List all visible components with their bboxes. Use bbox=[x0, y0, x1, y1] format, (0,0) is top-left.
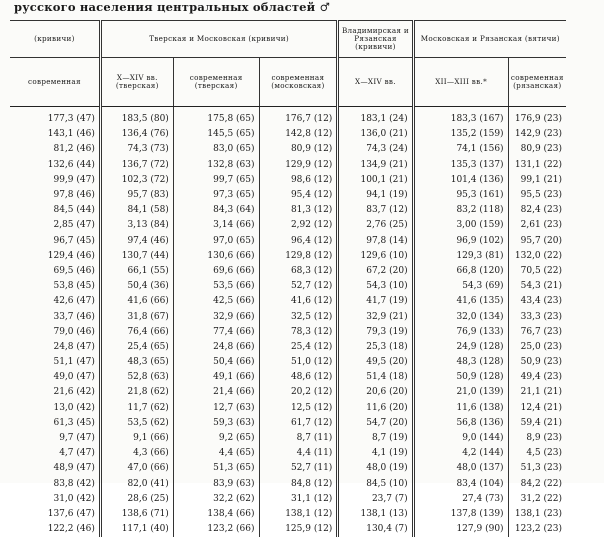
table-cell: 138,1 (13) bbox=[338, 507, 413, 522]
table-cell: 83,0 (65) bbox=[173, 142, 259, 157]
table-row bbox=[10, 188, 566, 203]
group-header-4: Московская и Рязанская (вятичи) bbox=[413, 21, 566, 58]
table-cell: 84,5 (44) bbox=[10, 203, 100, 218]
table-cell: 69,6 (66) bbox=[173, 264, 259, 279]
table-cell: 48,0 (137) bbox=[413, 461, 508, 476]
table-row bbox=[10, 401, 566, 416]
column-header: XII—XIII вв.* bbox=[413, 58, 508, 107]
table-cell: 132,0 (22) bbox=[508, 249, 566, 264]
table-cell: 61,7 (12) bbox=[259, 416, 338, 431]
table-cell: 138,1 (23) bbox=[508, 507, 566, 522]
measurement-table bbox=[10, 20, 566, 537]
table-row bbox=[10, 370, 566, 385]
table-cell: 2,61 (23) bbox=[508, 218, 566, 233]
table-cell: 83,7 (12) bbox=[338, 203, 413, 218]
table-row bbox=[10, 477, 566, 492]
table-cell: 84,2 (22) bbox=[508, 477, 566, 492]
table-cell: 136,7 (72) bbox=[100, 158, 173, 173]
table-cell: 49,4 (23) bbox=[508, 370, 566, 385]
table-cell: 52,7 (11) bbox=[259, 461, 338, 476]
table-cell: 41,6 (12) bbox=[259, 294, 338, 309]
table-cell: 25,4 (65) bbox=[100, 340, 173, 355]
table-cell: 53,8 (45) bbox=[10, 279, 100, 294]
table-cell: 142,9 (23) bbox=[508, 127, 566, 142]
table-cell: 25,0 (23) bbox=[508, 340, 566, 355]
table-cell: 95,7 (83) bbox=[100, 188, 173, 203]
table-cell: 25,3 (18) bbox=[338, 340, 413, 355]
table-cell: 32,9 (21) bbox=[338, 309, 413, 324]
table-cell: 97,4 (46) bbox=[100, 234, 173, 249]
table-cell: 70,5 (22) bbox=[508, 264, 566, 279]
column-header: современная (тверская) bbox=[173, 58, 259, 107]
table-cell: 136,0 (21) bbox=[338, 127, 413, 142]
table-cell: 76,4 (66) bbox=[100, 325, 173, 340]
table-cell: 28,6 (25) bbox=[100, 492, 173, 507]
table-cell: 20,2 (12) bbox=[259, 385, 338, 400]
table-cell: 82,0 (41) bbox=[100, 477, 173, 492]
table-cell: 9,0 (144) bbox=[413, 431, 508, 446]
table-cell: 177,3 (47) bbox=[10, 107, 100, 128]
table-cell: 100,1 (21) bbox=[338, 173, 413, 188]
table-cell: 127,9 (90) bbox=[413, 522, 508, 537]
table-row bbox=[10, 522, 566, 537]
table-cell: 79,3 (19) bbox=[338, 325, 413, 340]
table-header bbox=[10, 21, 566, 107]
table-cell: 54,3 (21) bbox=[508, 279, 566, 294]
table-row bbox=[10, 340, 566, 355]
table-cell: 138,6 (71) bbox=[100, 507, 173, 522]
table-cell: 48,6 (12) bbox=[259, 370, 338, 385]
table-cell: 4,1 (19) bbox=[338, 446, 413, 461]
table-cell: 23,7 (7) bbox=[338, 492, 413, 507]
table-cell: 32,9 (66) bbox=[173, 309, 259, 324]
table-row bbox=[10, 173, 566, 188]
table-cell: 11,6 (20) bbox=[338, 401, 413, 416]
table-row bbox=[10, 234, 566, 249]
table-cell: 78,3 (12) bbox=[259, 325, 338, 340]
table-cell: 95,3 (161) bbox=[413, 188, 508, 203]
table-cell: 3,13 (84) bbox=[100, 218, 173, 233]
table-cell: 47,0 (66) bbox=[100, 461, 173, 476]
table-cell: 97,8 (14) bbox=[338, 234, 413, 249]
table-row bbox=[10, 446, 566, 461]
table-cell: 138,4 (66) bbox=[173, 507, 259, 522]
table-cell: 52,8 (63) bbox=[100, 370, 173, 385]
table-cell: 99,1 (21) bbox=[508, 173, 566, 188]
table-cell: 80,9 (12) bbox=[259, 142, 338, 157]
table-cell: 66,1 (55) bbox=[100, 264, 173, 279]
table-cell: 33,7 (46) bbox=[10, 309, 100, 324]
table-cell: 84,5 (10) bbox=[338, 477, 413, 492]
table-cell: 74,1 (156) bbox=[413, 142, 508, 157]
column-header: современная bbox=[10, 58, 100, 107]
table-cell: 48,9 (47) bbox=[10, 461, 100, 476]
table-cell: 51,4 (18) bbox=[338, 370, 413, 385]
table-cell: 4,4 (65) bbox=[173, 446, 259, 461]
table-cell: 183,5 (80) bbox=[100, 107, 173, 128]
table-cell: 66,8 (120) bbox=[413, 264, 508, 279]
table-body bbox=[10, 107, 566, 537]
table-cell: 80,9 (23) bbox=[508, 142, 566, 157]
table-cell: 51,0 (12) bbox=[259, 355, 338, 370]
table-row bbox=[10, 127, 566, 142]
column-header: X—XIV вв. bbox=[338, 58, 413, 107]
table-cell: 96,4 (12) bbox=[259, 234, 338, 249]
table-cell: 21,1 (21) bbox=[508, 385, 566, 400]
table-cell: 68,3 (12) bbox=[259, 264, 338, 279]
table-row bbox=[10, 203, 566, 218]
table-cell: 99,7 (65) bbox=[173, 173, 259, 188]
table-cell: 56,8 (136) bbox=[413, 416, 508, 431]
table-cell: 84,8 (12) bbox=[259, 477, 338, 492]
table-cell: 51,3 (65) bbox=[173, 461, 259, 476]
table-cell: 21,4 (66) bbox=[173, 385, 259, 400]
group-header-3: Владимирская и Рязанская (кривичи) bbox=[338, 21, 413, 58]
table-cell: 50,9 (23) bbox=[508, 355, 566, 370]
table-cell: 175,8 (65) bbox=[173, 107, 259, 128]
table-cell: 42,5 (66) bbox=[173, 294, 259, 309]
table-cell: 95,5 (23) bbox=[508, 188, 566, 203]
table-cell: 31,2 (22) bbox=[508, 492, 566, 507]
column-header: современная (рязанская) bbox=[508, 58, 566, 107]
table-cell: 135,2 (159) bbox=[413, 127, 508, 142]
table-cell: 32,2 (62) bbox=[173, 492, 259, 507]
table-cell: 3,00 (159) bbox=[413, 218, 508, 233]
table-cell: 81,3 (12) bbox=[259, 203, 338, 218]
table-row bbox=[10, 249, 566, 264]
table-cell: 102,3 (72) bbox=[100, 173, 173, 188]
table-cell: 49,5 (20) bbox=[338, 355, 413, 370]
table-cell: 142,8 (12) bbox=[259, 127, 338, 142]
table-cell: 129,4 (46) bbox=[10, 249, 100, 264]
table-cell: 137,6 (47) bbox=[10, 507, 100, 522]
table-cell: 74,3 (24) bbox=[338, 142, 413, 157]
table-cell: 12,5 (12) bbox=[259, 401, 338, 416]
table-cell: 11,7 (62) bbox=[100, 401, 173, 416]
table-cell: 83,8 (42) bbox=[10, 477, 100, 492]
table-cell: 94,1 (19) bbox=[338, 188, 413, 203]
table-cell: 43,4 (23) bbox=[508, 294, 566, 309]
table-cell: 84,3 (64) bbox=[173, 203, 259, 218]
table-cell: 123,2 (66) bbox=[173, 522, 259, 537]
table-cell: 183,3 (167) bbox=[413, 107, 508, 128]
table-row bbox=[10, 279, 566, 294]
table-cell: 129,8 (12) bbox=[259, 249, 338, 264]
table-cell: 41,6 (66) bbox=[100, 294, 173, 309]
table-cell: 24,9 (128) bbox=[413, 340, 508, 355]
table-cell: 176,7 (12) bbox=[259, 107, 338, 128]
table-cell: 31,0 (42) bbox=[10, 492, 100, 507]
table-cell: 32,0 (134) bbox=[413, 309, 508, 324]
table-cell: 31,8 (67) bbox=[100, 309, 173, 324]
table-cell: 131,1 (22) bbox=[508, 158, 566, 173]
table-cell: 82,4 (23) bbox=[508, 203, 566, 218]
table-row bbox=[10, 355, 566, 370]
table-cell: 129,3 (81) bbox=[413, 249, 508, 264]
table-cell: 176,9 (23) bbox=[508, 107, 566, 128]
table-row bbox=[10, 142, 566, 157]
table-cell: 67,2 (20) bbox=[338, 264, 413, 279]
table-cell: 76,9 (133) bbox=[413, 325, 508, 340]
table-cell: 130,4 (7) bbox=[338, 522, 413, 537]
table-cell: 99,9 (47) bbox=[10, 173, 100, 188]
column-header: X—XIV вв. (тверская) bbox=[100, 58, 173, 107]
table-cell: 49,1 (66) bbox=[173, 370, 259, 385]
table-cell: 11,6 (138) bbox=[413, 401, 508, 416]
table-cell: 130,7 (44) bbox=[100, 249, 173, 264]
table-cell: 48,0 (19) bbox=[338, 461, 413, 476]
table-cell: 145,5 (65) bbox=[173, 127, 259, 142]
table-cell: 77,4 (66) bbox=[173, 325, 259, 340]
table-cell: 51,1 (47) bbox=[10, 355, 100, 370]
table-row bbox=[10, 507, 566, 522]
table-cell: 143,1 (46) bbox=[10, 127, 100, 142]
table-cell: 84,1 (58) bbox=[100, 203, 173, 218]
table-cell: 21,0 (139) bbox=[413, 385, 508, 400]
table-cell: 130,6 (66) bbox=[173, 249, 259, 264]
table-cell: 129,9 (12) bbox=[259, 158, 338, 173]
table-row bbox=[10, 325, 566, 340]
table-row bbox=[10, 218, 566, 233]
table-cell: 83,9 (63) bbox=[173, 477, 259, 492]
table-row bbox=[10, 309, 566, 324]
table-cell: 74,3 (73) bbox=[100, 142, 173, 157]
table-cell: 125,9 (12) bbox=[259, 522, 338, 537]
table-cell: 79,0 (46) bbox=[10, 325, 100, 340]
table-cell: 136,4 (76) bbox=[100, 127, 173, 142]
table-cell: 69,5 (46) bbox=[10, 264, 100, 279]
table-cell: 2,85 (47) bbox=[10, 218, 100, 233]
table-cell: 25,4 (12) bbox=[259, 340, 338, 355]
table-cell: 4,2 (144) bbox=[413, 446, 508, 461]
table-cell: 50,4 (66) bbox=[173, 355, 259, 370]
group-header-1: (кривичи) bbox=[10, 21, 100, 58]
table-cell: 132,8 (63) bbox=[173, 158, 259, 173]
table-cell: 41,6 (135) bbox=[413, 294, 508, 309]
table-cell: 2,76 (25) bbox=[338, 218, 413, 233]
table-cell: 52,7 (12) bbox=[259, 279, 338, 294]
table-cell: 134,9 (21) bbox=[338, 158, 413, 173]
table-row bbox=[10, 461, 566, 476]
table-cell: 61,3 (45) bbox=[10, 416, 100, 431]
table-cell: 138,1 (12) bbox=[259, 507, 338, 522]
table-cell: 59,4 (21) bbox=[508, 416, 566, 431]
table-cell: 3,14 (66) bbox=[173, 218, 259, 233]
table-cell: 97,3 (65) bbox=[173, 188, 259, 203]
table-cell: 132,6 (44) bbox=[10, 158, 100, 173]
table-cell: 96,7 (45) bbox=[10, 234, 100, 249]
table-cell: 33,3 (23) bbox=[508, 309, 566, 324]
table-cell: 83,4 (104) bbox=[413, 477, 508, 492]
table-cell: 123,2 (23) bbox=[508, 522, 566, 537]
table-row bbox=[10, 294, 566, 309]
table-cell: 50,4 (36) bbox=[100, 279, 173, 294]
table-cell: 12,7 (63) bbox=[173, 401, 259, 416]
table-cell: 59,3 (63) bbox=[173, 416, 259, 431]
table-cell: 41,7 (19) bbox=[338, 294, 413, 309]
table-cell: 98,6 (12) bbox=[259, 173, 338, 188]
table-row bbox=[10, 492, 566, 507]
table-cell: 2,92 (12) bbox=[259, 218, 338, 233]
table-row bbox=[10, 416, 566, 431]
table-cell: 95,7 (20) bbox=[508, 234, 566, 249]
table-cell: 83,2 (118) bbox=[413, 203, 508, 218]
column-header: современная (московская) bbox=[259, 58, 338, 107]
table-cell: 4,5 (23) bbox=[508, 446, 566, 461]
table-cell: 4,3 (66) bbox=[100, 446, 173, 461]
table-cell: 32,5 (12) bbox=[259, 309, 338, 324]
table-cell: 97,0 (65) bbox=[173, 234, 259, 249]
table-cell: 9,1 (66) bbox=[100, 431, 173, 446]
table-cell: 95,4 (12) bbox=[259, 188, 338, 203]
table-cell: 31,1 (12) bbox=[259, 492, 338, 507]
table-cell: 42,6 (47) bbox=[10, 294, 100, 309]
table-cell: 97,8 (46) bbox=[10, 188, 100, 203]
table-cell: 54,7 (20) bbox=[338, 416, 413, 431]
table-cell: 48,3 (65) bbox=[100, 355, 173, 370]
table-cell: 137,8 (139) bbox=[413, 507, 508, 522]
table-row bbox=[10, 385, 566, 400]
table-cell: 129,6 (10) bbox=[338, 249, 413, 264]
table-cell: 122,2 (46) bbox=[10, 522, 100, 537]
table-cell: 4,4 (11) bbox=[259, 446, 338, 461]
group-header-2: Тверская и Московская (кривичи) bbox=[100, 21, 337, 58]
table-cell: 21,6 (42) bbox=[10, 385, 100, 400]
table-cell: 24,8 (66) bbox=[173, 340, 259, 355]
table-cell: 54,3 (69) bbox=[413, 279, 508, 294]
table-cell: 96,9 (102) bbox=[413, 234, 508, 249]
table-cell: 76,7 (23) bbox=[508, 325, 566, 340]
table-cell: 12,4 (21) bbox=[508, 401, 566, 416]
table-cell: 24,8 (47) bbox=[10, 340, 100, 355]
table-cell: 8,7 (11) bbox=[259, 431, 338, 446]
table-cell: 9,7 (47) bbox=[10, 431, 100, 446]
table-title: русского населения центральных областей ♂ bbox=[14, 0, 330, 14]
table-cell: 13,0 (42) bbox=[10, 401, 100, 416]
table-cell: 135,3 (137) bbox=[413, 158, 508, 173]
table-row bbox=[10, 158, 566, 173]
table-cell: 8,9 (23) bbox=[508, 431, 566, 446]
table-row bbox=[10, 431, 566, 446]
table-cell: 21,8 (62) bbox=[100, 385, 173, 400]
table-cell: 4,7 (47) bbox=[10, 446, 100, 461]
table-cell: 51,3 (23) bbox=[508, 461, 566, 476]
table-cell: 53,5 (62) bbox=[100, 416, 173, 431]
table-row bbox=[10, 264, 566, 279]
table-cell: 81,2 (46) bbox=[10, 142, 100, 157]
table-cell: 48,3 (128) bbox=[413, 355, 508, 370]
table-cell: 9,2 (65) bbox=[173, 431, 259, 446]
table-cell: 183,1 (24) bbox=[338, 107, 413, 128]
table-cell: 101,4 (136) bbox=[413, 173, 508, 188]
table-cell: 50,9 (128) bbox=[413, 370, 508, 385]
table-cell: 49,0 (47) bbox=[10, 370, 100, 385]
table-cell: 8,7 (19) bbox=[338, 431, 413, 446]
table-cell: 54,3 (10) bbox=[338, 279, 413, 294]
table-cell: 27,4 (73) bbox=[413, 492, 508, 507]
table-cell: 20,6 (20) bbox=[338, 385, 413, 400]
table-cell: 53,5 (66) bbox=[173, 279, 259, 294]
table-cell: 117,1 (40) bbox=[100, 522, 173, 537]
table-row bbox=[10, 107, 566, 128]
